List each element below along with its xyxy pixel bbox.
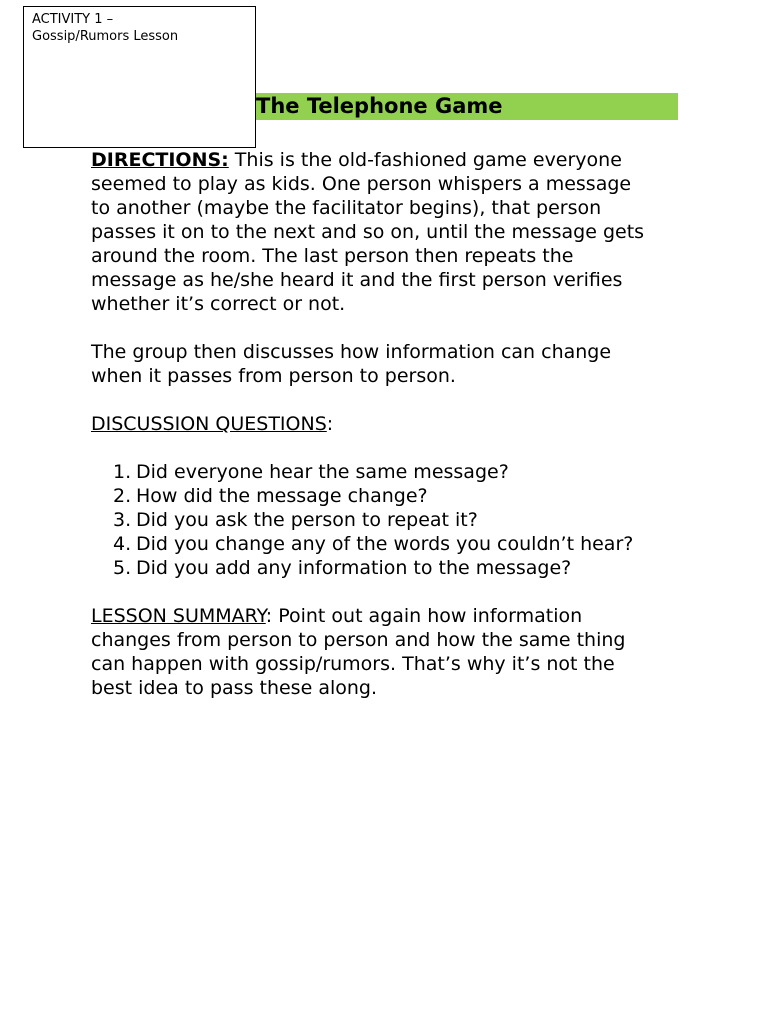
list-item (91, 556, 691, 580)
directions-line: passes it on to the next and so on, until the message gets (91, 221, 645, 243)
directions-text: This is the old-fashioned game everyone (228, 149, 622, 171)
list-item-number: 2. (113, 485, 132, 507)
directions-line: message as he/she heard it and the first person verifies (91, 269, 623, 291)
list-item-number: 3. (113, 509, 132, 531)
list-item-text: Did you add any information to the message? (136, 557, 572, 579)
activity-number: ACTIVITY 1 – (32, 12, 114, 27)
lesson-summary-label: LESSON SUMMARY (91, 605, 266, 627)
list-item-number: 1. (113, 461, 132, 483)
directions-paragraph (91, 148, 691, 316)
spacer (91, 316, 691, 340)
discussion-questions-heading (91, 412, 691, 436)
spacer (91, 436, 691, 460)
directions-line: whether it’s correct or not. (91, 293, 346, 315)
lesson-summary-line: can happen with gossip/rumors. That’s why it’s not the (91, 653, 615, 675)
spacer (91, 580, 691, 604)
lesson-summary-line: changes from person to person and how the same thing (91, 629, 626, 651)
list-item (91, 460, 691, 484)
list-item-text: How did the message change? (136, 485, 428, 507)
directions-line: seemed to play as kids. One person whispers a message (91, 173, 632, 195)
list-item (91, 508, 691, 532)
group-discussion-paragraph (91, 340, 691, 388)
list-item-text: Did you change any of the words you couldn’t hear? (136, 533, 634, 555)
page-title: The Telephone Game (256, 94, 503, 118)
spacer (91, 388, 691, 412)
list-item (91, 484, 691, 508)
directions-label: DIRECTIONS: (91, 149, 229, 171)
lesson-summary-paragraph (91, 604, 691, 700)
document-body (91, 148, 691, 700)
discussion-questions-label: DISCUSSION QUESTIONS (91, 413, 327, 435)
activity-label-box (23, 6, 256, 148)
activity-lesson-name: Gossip/Rumors Lesson (32, 29, 179, 44)
group-discussion-line: The group then discusses how information can change (91, 341, 612, 363)
directions-line: around the room. The last person then repeats the (91, 245, 574, 267)
group-discussion-line: when it passes from person to person. (91, 365, 456, 387)
list-item-text: Did you ask the person to repeat it? (136, 509, 478, 531)
list-item-number: 5. (113, 557, 132, 579)
discussion-questions-list (91, 460, 691, 580)
lesson-summary-line: best idea to pass these along. (91, 677, 378, 699)
directions-line (91, 148, 691, 172)
discussion-questions-colon: : (326, 413, 334, 435)
lesson-summary-text: : Point out again how information (265, 605, 583, 627)
list-item-text: Did everyone hear the same message? (136, 461, 509, 483)
lesson-summary-line (91, 604, 691, 628)
list-item-number: 4. (113, 533, 132, 555)
list-item (91, 532, 691, 556)
directions-line: to another (maybe the facilitator begins), that person (91, 197, 602, 219)
